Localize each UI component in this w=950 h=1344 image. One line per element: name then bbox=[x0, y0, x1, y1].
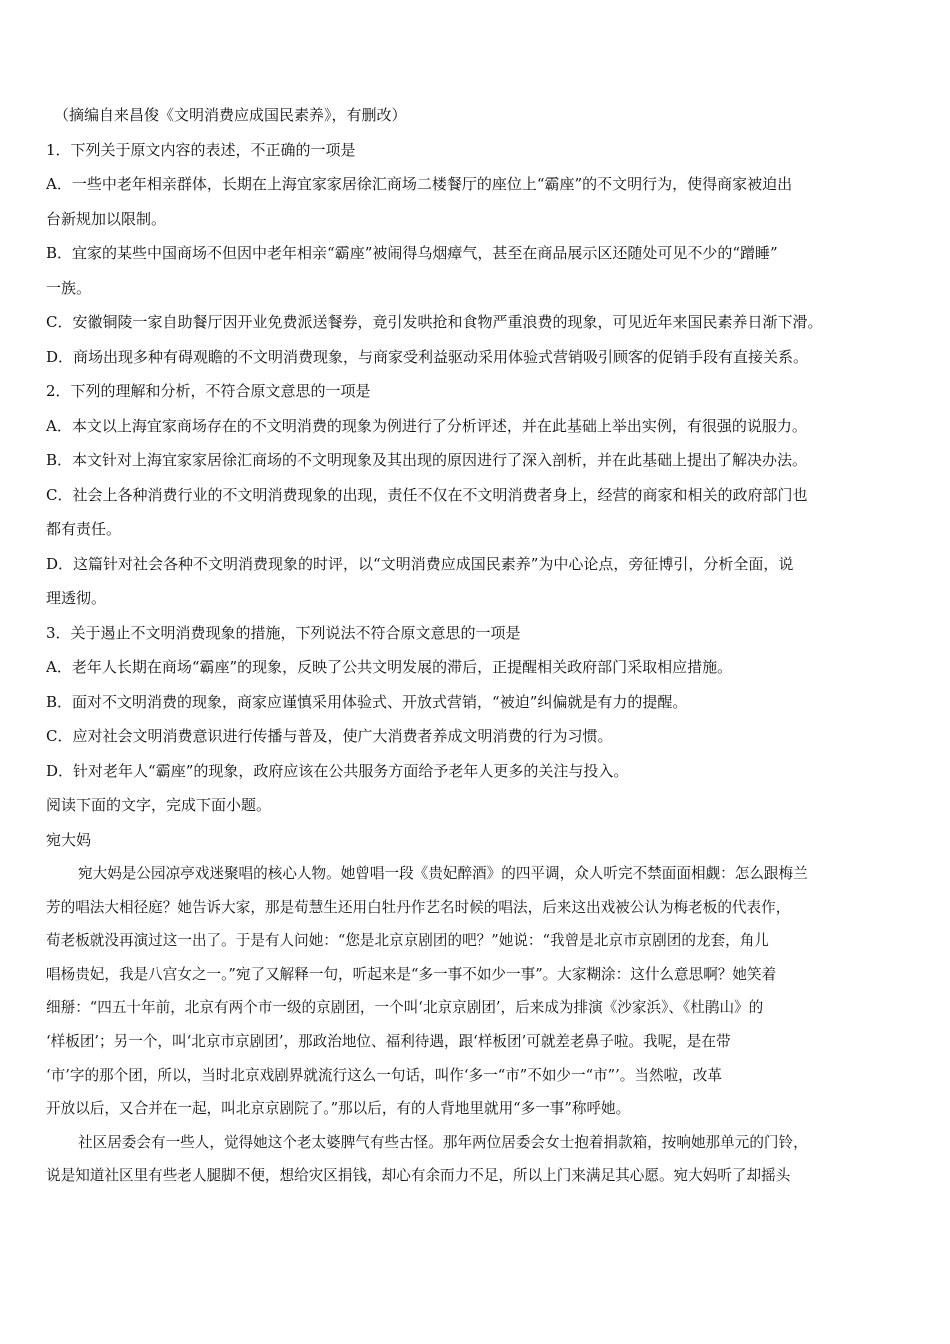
story-paragraph-2 bbox=[46, 1126, 910, 1193]
question-2 bbox=[46, 374, 910, 616]
story-line: 宛大妈是公园凉亭戏迷聚唱的核心人物。她曾唱一段《贵妃醉酒》的四平调，众人听完不禁面面相觑：怎么跟梅兰 bbox=[78, 865, 808, 882]
question-1 bbox=[46, 133, 910, 375]
story-line: 唱杨贵妃，我是八宫女之一。”宛了又解释一句，听起来是“多一事不如少一事”。大家糊涂：这什么意思啊？她笑着 bbox=[46, 965, 777, 983]
option-a-line-1: A．一些中老年相亲群体，长期在上海宜家家居徐汇商场二楼餐厅的座位上“霸座”的不文明行为，使得商家被迫出 bbox=[46, 175, 793, 193]
option-d: D．针对老年人“霸座”的现象，政府应该在公共服务方面给予老年人更多的关注与投入。 bbox=[46, 761, 629, 780]
story-line: 细掰：“四五十年前，北京有两个市一级的京剧团，一个叫‘北京京剧团’，后来成为排演《沙家浜》、《杜鹃山》的 bbox=[46, 999, 764, 1017]
option-c-line-2: 都有责任。 bbox=[46, 520, 122, 538]
option-c-line-1: C．社会上各种消费行业的不文明消费现象的出现，责任不仅在不文明消费者身上，经营的商家和相关的政府部门也 bbox=[46, 485, 808, 504]
question-stem: 2．下列的理解和分析，不符合原文意思的一项是 bbox=[46, 382, 371, 400]
story-title: 宛大妈 bbox=[46, 830, 92, 849]
option-b: B．面对不文明消费的现象，商家应谨慎采用体验式、开放式营销，“被迫”纠偏就是有力的提醒。 bbox=[46, 692, 688, 711]
option-d: D．商场出现多种有碍观瞻的不文明消费现象，与商家受利益驱动采用体验式营销吸引顾客的促销手段有直接关系。 bbox=[46, 347, 809, 366]
option-a-line-2: 台新规加以限制。 bbox=[46, 209, 167, 228]
question-3 bbox=[46, 616, 910, 789]
option-a: A．老年人长期在商场“霸座”的现象，反映了公共文明发展的滞后，正提醒相关政府部门采取相应措施。 bbox=[46, 658, 733, 676]
option-c: C．应对社会文明消费意识进行传播与普及，使广大消费者养成文明消费的行为习惯。 bbox=[46, 727, 613, 745]
question-stem: 3．关于遏止不文明消费现象的措施，下列说法不符合原文意思的一项是 bbox=[46, 623, 521, 642]
story-line: 开放以后，又合并在一起，叫北京京剧院了。”那以后，有的人背地里就用“多一事”称呼她。 bbox=[46, 1100, 631, 1118]
story-line: 说是知道社区里有些老人腿脚不便，想给灾区捐钱，却心有余而力不足，所以上门来满足其心愿。宛大妈听了却摇头 bbox=[46, 1167, 791, 1185]
story-line: ‘市’字的那个团，所以，当时北京戏剧界就流行这么一句话，叫作‘多一“市”不如少一“市”’。当然啦，改革 bbox=[46, 1066, 722, 1084]
story-line: 社区居委会有一些人，觉得她这个老太婆脾气有些古怪。那年两位居委会女士抱着捐款箱，按响她那单元的门铃， bbox=[78, 1133, 808, 1151]
option-b-line-2: 一族。 bbox=[46, 278, 92, 297]
document-page bbox=[46, 98, 910, 1193]
option-a: A．本文以上海宜家商场存在的不文明消费的现象为例进行了分析评述，并在此基础上举出实例，有很强的说服力。 bbox=[46, 416, 807, 435]
option-d-line-2: 理透彻。 bbox=[46, 589, 107, 607]
option-d-line-1: D．这篇针对社会各种不文明消费现象的时评，以“文明消费应成国民素养”为中心论点，旁征博引，分析全面，说 bbox=[46, 554, 794, 573]
option-b: B．本文针对上海宜家家居徐汇商场的不文明现象及其出现的原因进行了深入剖析，并在此基础上提出了解决办法。 bbox=[46, 451, 808, 469]
option-c: C．安徽铜陵一家自助餐厅因开业免费派送餐券，竟引发哄抢和食物严重浪费的现象，可见近年来国民素养日渐下滑。 bbox=[46, 313, 823, 331]
story-line: 芳的唱法大相径庭？她告诉大家，那是荀慧生还用白牡丹作艺名时候的唱法，后来这出戏被公认为梅老板的代表作， bbox=[46, 898, 791, 916]
story-line: ‘样板团’；另一个，叫‘北京市京剧团’，那政治地位、福利待遇，跟‘样板团’可就差老鼻子啦。我呢，是在带 bbox=[46, 1032, 731, 1050]
option-b-line-1: B．宜家的某些中国商场不但因中老年相亲“霸座”被闹得乌烟瘴气，甚至在商品展示区还随处可见不少的“蹭睡” bbox=[46, 244, 778, 262]
question-stem: 1．下列关于原文内容的表述，不正确的一项是 bbox=[46, 140, 356, 159]
reading-prompt: 阅读下面的文字，完成下面小题。 bbox=[46, 796, 272, 814]
story-line: 荀老板就没再演过这一出了。于是有人问她：“您是北京京剧团的吧？”她说：“我曾是北京市京剧团的龙套，角儿 bbox=[46, 932, 769, 950]
source-note: （摘编自来昌俊《文明消费应成国民素养》，有删改） bbox=[54, 106, 407, 124]
story-paragraph-1 bbox=[46, 857, 910, 1126]
